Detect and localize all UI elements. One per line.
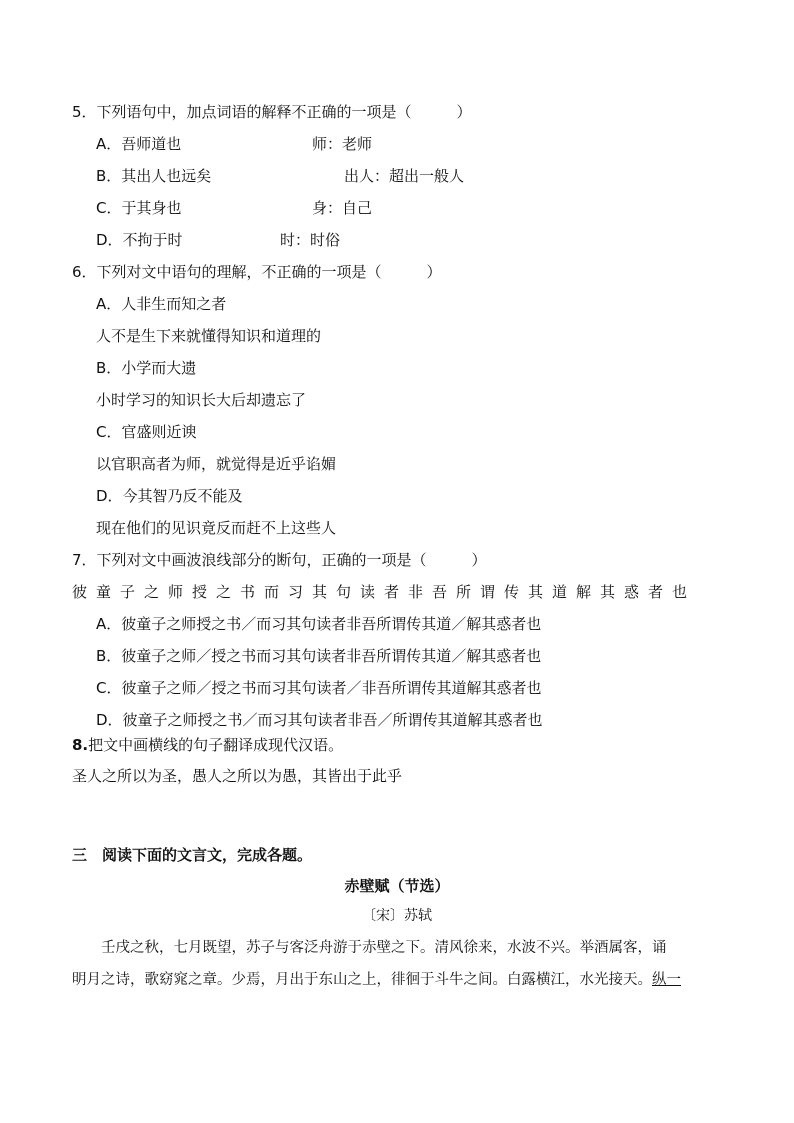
passage-line-1: 壬戌之秋，七月既望，苏子与客泛舟游于赤壁之下。清风徐来，水波不兴。举酒属客，诵 — [101, 940, 667, 956]
q6-item-d: D．今其智乃反不能及 — [96, 487, 243, 505]
q8-stem-text: 把文中画横线的句子翻译成现代汉语。 — [88, 736, 344, 754]
q6-item-c-meaning: 以官职高者为师，就觉得是近乎谄媚 — [96, 455, 337, 473]
q7-stem: 7．下列对文中画波浪线部分的断句，正确的一项是（ ） — [72, 551, 487, 569]
passage-author: 〔宋〕苏轼 — [362, 908, 432, 924]
section3-heading: 三 阅读下面的文言文，完成各题。 — [72, 846, 313, 864]
q6-item-b-meaning: 小时学习的知识长大后却遗忘了 — [96, 391, 307, 409]
q7-option-b: B．彼童子之师／授之书而习其句读者非吾所谓传其道／解其惑者也 — [96, 647, 542, 665]
q5-option-b-gloss: 出人：超出一般人 — [344, 167, 465, 185]
q5-option-c-gloss: 身：自己 — [312, 199, 373, 217]
q7-option-a: A．彼童子之师授之书／而习其句读者非吾所谓传其道／解其惑者也 — [96, 615, 542, 633]
q5-option-b: B．其出人也远矣 — [96, 167, 212, 185]
q6-stem: 6．下列对文中语句的理解，不正确的一项是（ ） — [72, 263, 442, 281]
q7-sentence: 彼童子之师授之书而习其句读者非吾所谓传其道解其惑者也 — [72, 583, 697, 601]
passage-line-2-text: 明月之诗，歌窈窕之章。少焉，月出于东山之上，徘徊于斗牛之间。白露横江，水光接天。 — [72, 972, 652, 988]
q5-option-a: A．吾师道也 — [96, 135, 182, 153]
q6-item-b: B．小学而大遗 — [96, 359, 197, 377]
q8-stem — [72, 735, 343, 755]
q6-item-a: A．人非生而知之者 — [96, 295, 227, 313]
passage-line-2 — [72, 970, 724, 990]
q5-option-a-gloss: 师：老师 — [312, 135, 373, 153]
q6-item-a-meaning: 人不是生下来就懂得知识和道理的 — [96, 327, 322, 345]
q7-option-d: D．彼童子之师授之书／而习其句读者非吾／所谓传其道解其惑者也 — [96, 711, 543, 729]
q8-sentence: 圣人之所以为圣，愚人之所以为愚，其皆出于此乎 — [72, 767, 403, 785]
q5-option-d-gloss: 时：时俗 — [280, 231, 341, 249]
q6-item-c: C．官盛则近谀 — [96, 423, 197, 441]
passage-underlined-text: 纵一 — [652, 972, 681, 988]
q8-number: 8. — [72, 736, 89, 754]
q5-option-c: C．于其身也 — [96, 199, 182, 217]
q6-item-d-meaning: 现在他们的见识竟反而赶不上这些人 — [96, 519, 337, 537]
q7-option-c: C．彼童子之师／授之书而习其句读者／非吾所谓传其道解其惑者也 — [96, 679, 542, 697]
passage-title: 赤壁赋（节选） — [344, 877, 450, 895]
q5-option-d: D．不拘于时 — [96, 231, 183, 249]
q5-stem: 5．下列语句中，加点词语的解释不正确的一项是（ ） — [72, 103, 472, 121]
